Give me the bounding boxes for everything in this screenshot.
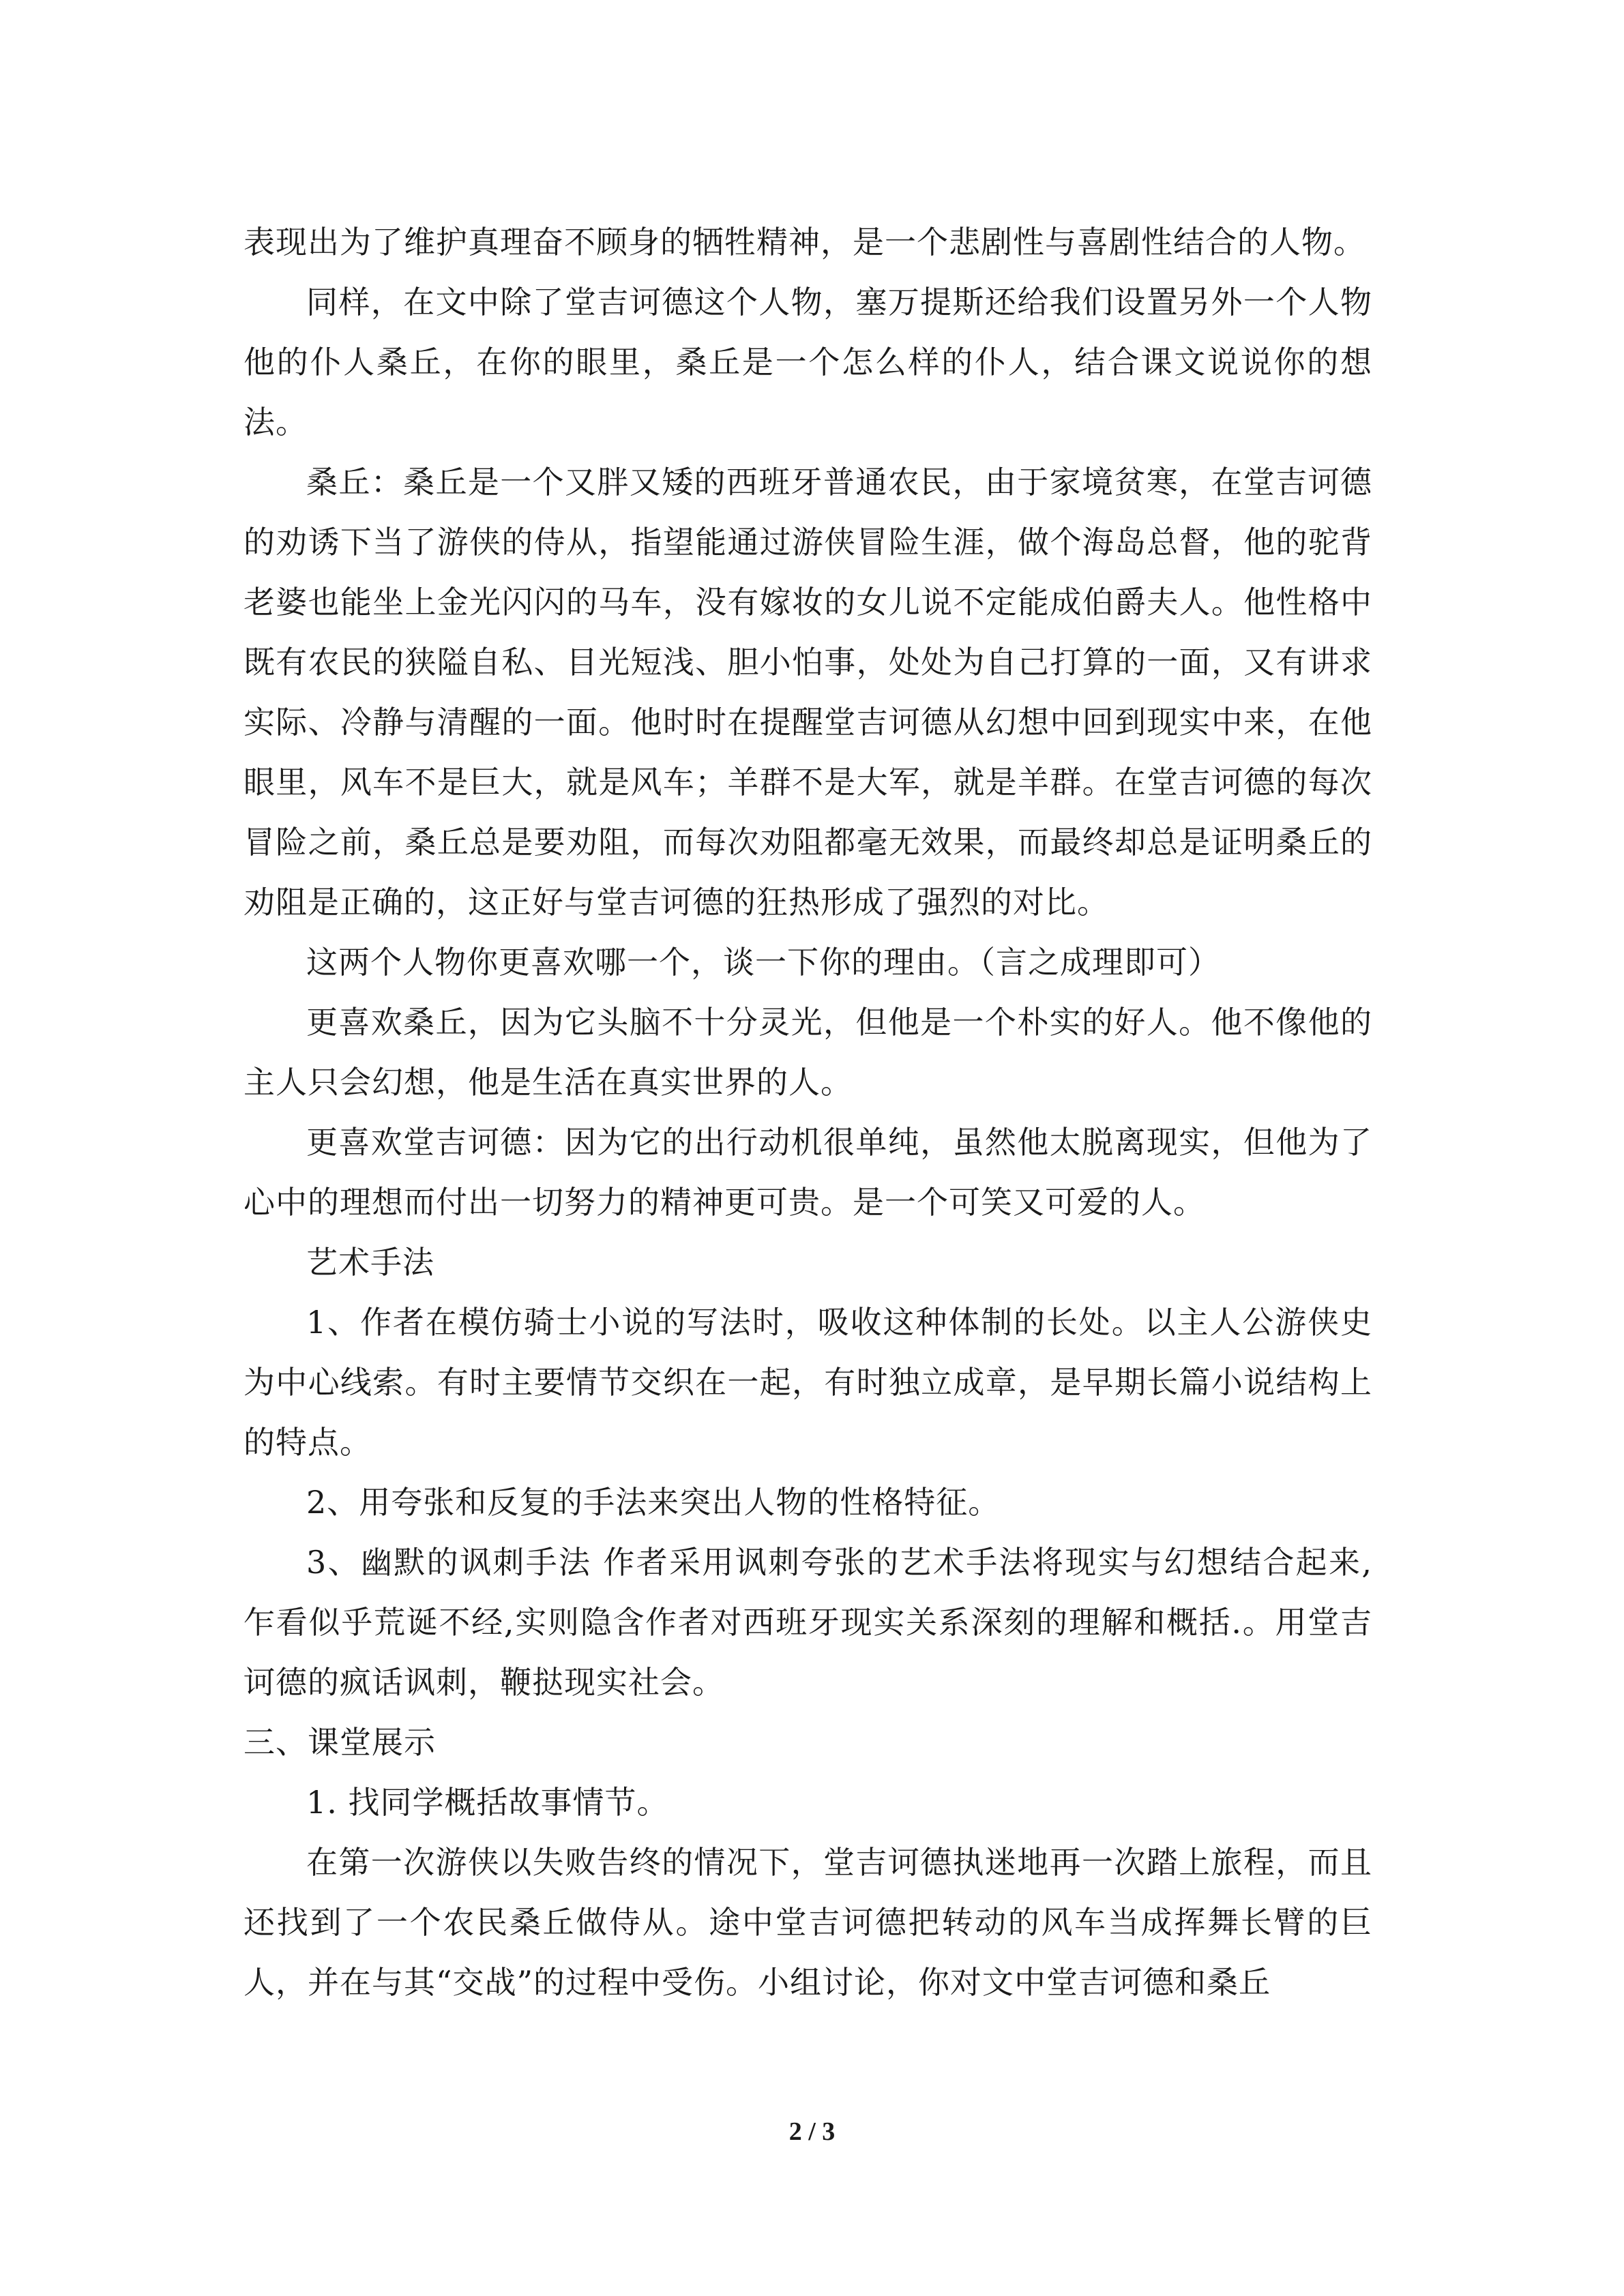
paragraph-technique-3: 3、幽默的讽刺手法 作者采用讽刺夸张的艺术手法将现实与幻想结合起来,乍看似乎荒诞不经,实则隐含作者对西班牙现实关系深刻的理解和概括.。用堂吉诃德的疯话讽刺，鞭挞现实社会。 xyxy=(243,1544,1372,1701)
section-heading-artistic-techniques: 艺术手法 xyxy=(306,1244,434,1281)
page-number: 2 / 3 xyxy=(788,2117,836,2146)
paragraph-technique-2: 2、用夸张和反复的手法来突出人物的性格特征。 xyxy=(306,1484,1001,1521)
section-heading-classroom-display: 三、课堂展示 xyxy=(243,1724,436,1761)
paragraph-don-quixote-summary-end: 表现出为了维护真理奋不顾身的牺牲精神，是一个悲剧性与喜剧性结合的人物。 xyxy=(243,224,1365,260)
paragraph-prefer-don-quixote: 更喜欢堂吉诃德：因为它的出行动机很单纯，虽然他太脱离现实，但他为了心中的理想而付出一切努力的精神更可贵。是一个可笑又可爱的人。 xyxy=(243,1124,1372,1221)
document-body xyxy=(243,212,1372,2012)
paragraph-plot-summary: 在第一次游侠以失败告终的情况下，堂吉诃德执迷地再一次踏上旅程，而且还找到了一个农民桑丘做侍从。途中堂吉诃德把转动的风车当成挥舞长臂的巨人，并在与其“交战”的过程中受伤。小组讨论，你对文中堂吉诃德和桑丘 xyxy=(243,1844,1372,2001)
paragraph-sancho-analysis: 桑丘：桑丘是一个又胖又矮的西班牙普通农民，由于家境贫寒，在堂吉诃德的劝诱下当了游侠的侍从，指望能通过游侠冒险生涯，做个海岛总督，他的驼背老婆也能坐上金光闪闪的马车，没有嫁妆的女儿说不定能成伯爵夫人。他性格中既有农民的狭隘自私、目光短浅、胆小怕事，处处为自己打算的一面，又有讲求实际、冷静与清醒的一面。他时时在提醒堂吉诃德从幻想中回到现实中来，在他眼里，风车不是巨大，就是风车；羊群不是大军，就是羊群。在堂吉诃德的每次冒险之前，桑丘总是要劝阻，而每次劝阻都毫无效果，而最终却总是证明桑丘的劝阻是正确的，这正好与堂吉诃德的狂热形成了强烈的对比。 xyxy=(243,464,1372,921)
paragraph-prefer-sancho: 更喜欢桑丘，因为它头脑不十分灵光，但他是一个朴实的好人。他不像他的主人只会幻想，他是生活在真实世界的人。 xyxy=(243,1004,1372,1101)
paragraph-question-preference: 这两个人物你更喜欢哪一个，谈一下你的理由。（言之成理即可） xyxy=(306,944,1220,981)
paragraph-technique-1: 1、作者在模仿骑士小说的写法时，吸收这种体制的长处。以主人公游侠史为中心线索。有时主要情节交织在一起，有时独立成章，是早期长篇小说结构上的特点。 xyxy=(243,1304,1372,1461)
paragraph-question-sancho: 同样，在文中除了堂吉诃德这个人物，塞万提斯还给我们设置另外一个人物他的仆人桑丘，在你的眼里，桑丘是一个怎么样的仆人，结合课文说说你的想法。 xyxy=(243,284,1372,441)
paragraph-task-1: 1. 找同学概括故事情节。 xyxy=(306,1784,669,1821)
